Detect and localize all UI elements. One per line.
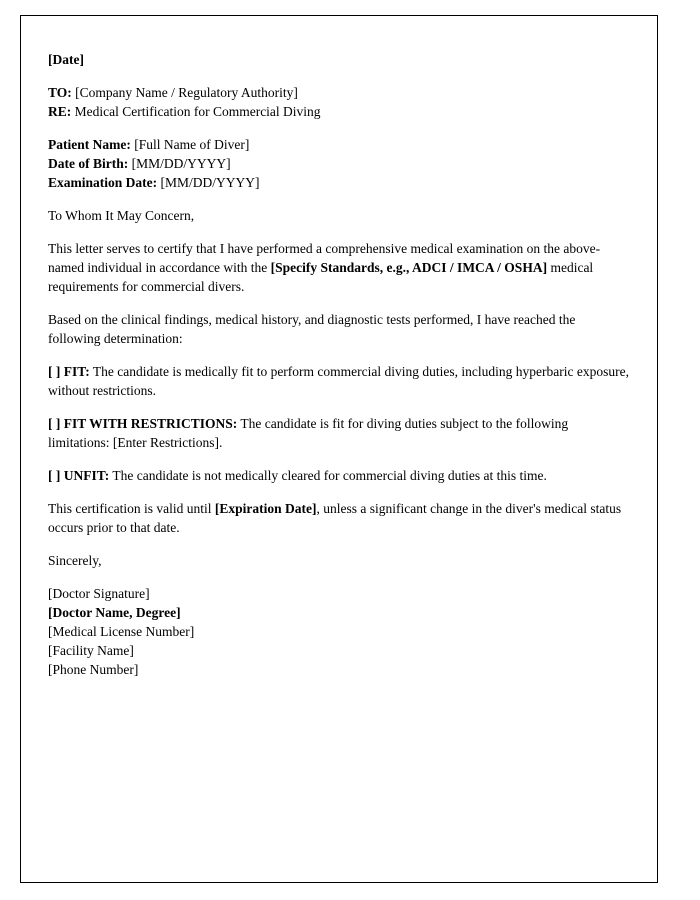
to-value: [Company Name / Regulatory Authority] xyxy=(71,85,298,100)
examination-date-label: Examination Date: xyxy=(48,175,158,190)
standards-placeholder: [Specify Standards, e.g., ADCI / IMCA / OSHA] xyxy=(270,260,548,275)
salutation-line: To Whom It May Concern, xyxy=(48,208,195,223)
fit-with-restrictions-option-text: The candidate is fit for diving duties subject to the following limitations: [Enter Restrictions]. xyxy=(48,416,569,450)
fit-with-restrictions-checkbox-label: [ ] FIT WITH RESTRICTIONS: xyxy=(48,416,238,431)
date-line: [Date] xyxy=(48,52,84,67)
unfit-option-text: The candidate is not medically cleared for commercial diving duties at this time. xyxy=(109,468,547,483)
signature-block xyxy=(48,584,631,679)
doctor-signature-line: [Doctor Signature] xyxy=(48,586,150,601)
medical-license-line: [Medical License Number] xyxy=(48,624,195,639)
date-of-birth-value: [MM/DD/YYYY] xyxy=(128,156,231,171)
validity-paragraph xyxy=(48,499,631,537)
doctor-name-line: [Doctor Name, Degree] xyxy=(48,605,181,620)
facility-name-line: [Facility Name] xyxy=(48,643,134,658)
determination-paragraph: Based on the clinical findings, medical history, and diagnostic tests performed, I have reached the following determination: xyxy=(48,312,576,346)
examination-date-value: [MM/DD/YYYY] xyxy=(157,175,260,190)
certification-text-1: This letter serves to certify that I have performed a comprehensive medical examination on the above-named individual in accordance with the xyxy=(48,241,601,275)
fit-option xyxy=(48,362,631,400)
phone-number-line: [Phone Number] xyxy=(48,662,139,677)
address-block xyxy=(48,83,631,121)
expiration-date-placeholder: [Expiration Date] xyxy=(214,501,317,516)
patient-name-line xyxy=(48,135,631,154)
unfit-option xyxy=(48,466,631,485)
re-line xyxy=(48,102,631,121)
re-value: Medical Certification for Commercial Diving xyxy=(71,104,321,119)
date-of-birth-line xyxy=(48,154,631,173)
to-label: TO: xyxy=(48,85,72,100)
letter-page xyxy=(20,15,658,883)
to-line xyxy=(48,83,631,102)
fit-checkbox-label: [ ] FIT: xyxy=(48,364,90,379)
patient-name-label: Patient Name: xyxy=(48,137,131,152)
certification-paragraph xyxy=(48,239,631,296)
fit-option-text: The candidate is medically fit to perform commercial diving duties, including hyperbaric exposure, without restrictions. xyxy=(48,364,629,398)
certification-text-2: medical requirements for commercial divers. xyxy=(48,260,594,294)
date-of-birth-label: Date of Birth: xyxy=(48,156,129,171)
examination-date-line xyxy=(48,173,631,192)
fit-with-restrictions-option xyxy=(48,414,631,452)
validity-text-1: This certification is valid until xyxy=(48,501,215,516)
patient-name-value: [Full Name of Diver] xyxy=(130,137,250,152)
validity-text-2: , unless a significant change in the diver's medical status occurs prior to that date. xyxy=(48,501,622,535)
unfit-checkbox-label: [ ] UNFIT: xyxy=(48,468,110,483)
patient-info-block xyxy=(48,135,631,192)
re-label: RE: xyxy=(48,104,72,119)
closing-line: Sincerely, xyxy=(48,553,102,568)
